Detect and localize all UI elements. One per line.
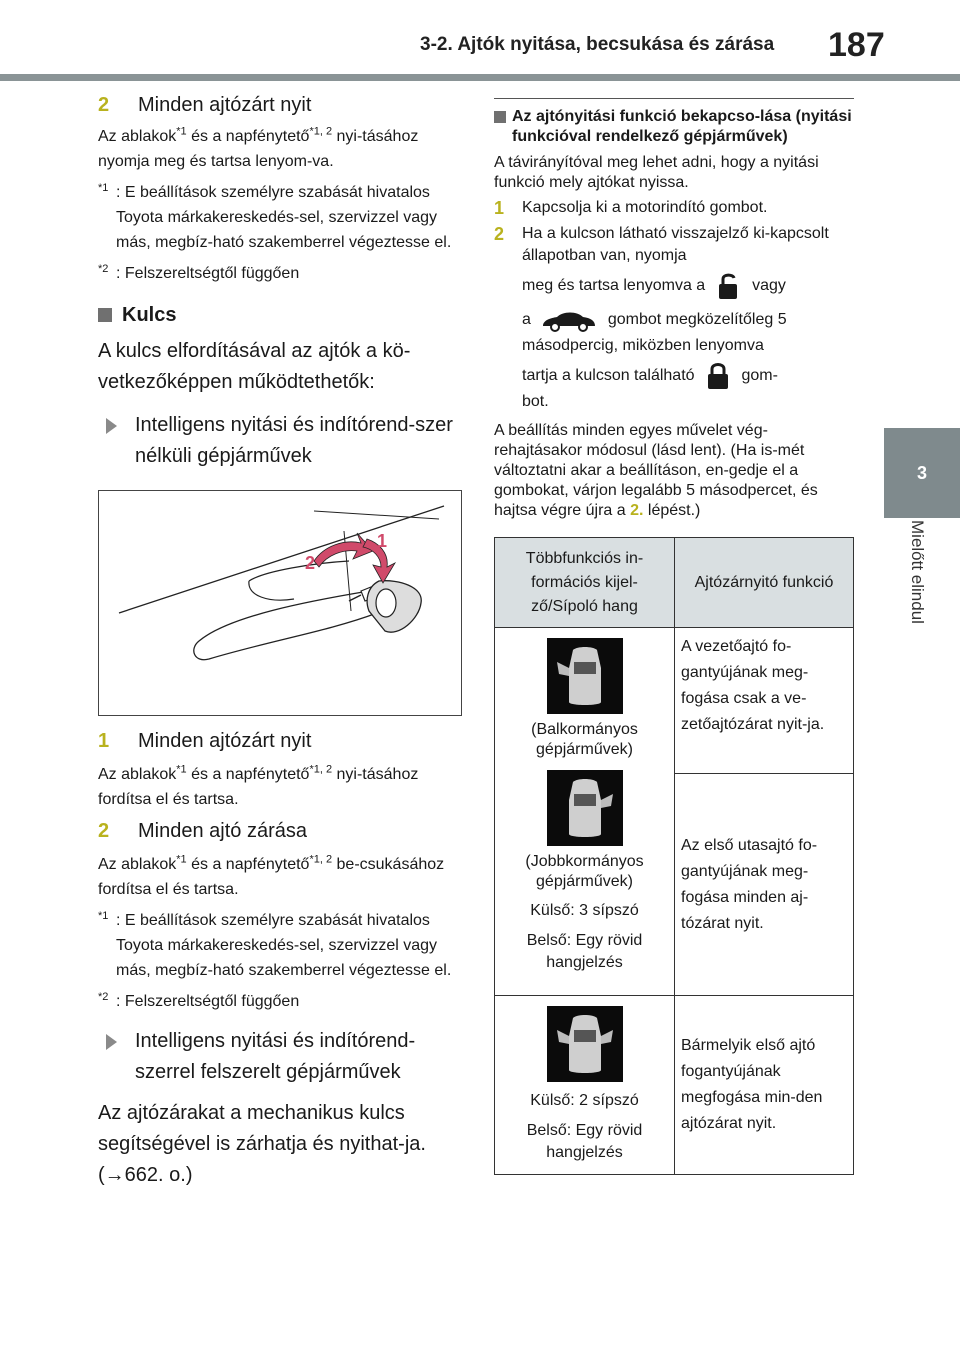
footnote-ref: *1, 2 bbox=[309, 125, 333, 138]
window-note-c bbox=[98, 852, 468, 902]
chapter-label: Mielőtt elindul bbox=[908, 520, 927, 624]
text: és a napfénytető bbox=[186, 128, 310, 145]
section-divider bbox=[494, 98, 854, 99]
step-2-unlock-all bbox=[98, 90, 468, 120]
lock-button-icon bbox=[705, 361, 731, 391]
intro-text: A távirányítóval meg lehet adni, hogy a nyitási funkció mely ajtókat nyissa. bbox=[494, 154, 819, 191]
step-number: 2 bbox=[494, 224, 505, 244]
caption-lhd: (Balkormányos gépjárművek) bbox=[531, 721, 638, 759]
right-step-2 bbox=[494, 223, 854, 413]
external-sound: Külső: 3 sípszó bbox=[530, 902, 639, 920]
window-note-a bbox=[98, 124, 468, 174]
step-line bbox=[522, 361, 854, 391]
chapter-tab[interactable] bbox=[884, 428, 960, 518]
kulcs-heading bbox=[98, 300, 468, 330]
text: és a napfénytető bbox=[186, 856, 310, 873]
table-cell-function: A vezetőajtó fo-gantyújának meg-fogása csak a ve-zetőajtózárat nyit-ja. bbox=[675, 628, 854, 774]
unlock-function-table bbox=[494, 537, 854, 1175]
heading-text: Az ajtónyitási funkció bekapcso-lása (nyitási funkcióval rendelkező gépjárművek) bbox=[512, 108, 852, 145]
footnote-2: $^{*2}$ : Felszereltségtől függően bbox=[98, 262, 300, 282]
footnote-text: : E beállítások személyre szabását hivatalos Toyota márkakereskedés-sel, szervizzel vagy más, megbíz-ható szakemberrel végeztesse el. bbox=[116, 184, 452, 251]
left-column bbox=[98, 86, 468, 1191]
table-cell-display bbox=[495, 628, 675, 996]
text: gombot megközelítőleg 5 bbox=[607, 311, 787, 329]
table-cell-function: Az első utasajtó fo-gantyújának meg-fogása minden aj-tózárat nyit. bbox=[675, 774, 854, 996]
step-reference: 2. bbox=[630, 502, 644, 520]
text: nyi-tásához nyomja meg és tartsa lenyom-va. bbox=[98, 128, 419, 170]
car-display-icon bbox=[547, 770, 623, 846]
text: lépést.) bbox=[647, 502, 701, 520]
heading-text: Kulcs bbox=[122, 304, 177, 326]
step-label: Minden ajtó zárása bbox=[138, 820, 307, 842]
footnote-ref: *1 bbox=[176, 763, 187, 776]
text: A beállítás minden egyes művelet vég-rehajtásakor módosul (lásd lent). (Ha is-mét változtatni akar a beállításon, en-gedje el a gombokat, várjon legalább 5 másodpercet, és hajtsa végre újra a bbox=[494, 422, 818, 520]
footnote-text: : Felszereltségtől függően bbox=[116, 265, 300, 282]
header-rule bbox=[0, 74, 960, 81]
step-line bbox=[522, 305, 854, 335]
footnote-3: $^{*1}$ : E beállítások személyre szabását hivatalos Toyota márkakereskedés-sel, szervizzel vagy más, megbíz-ható szakemberrel végeztesse el. bbox=[98, 909, 452, 979]
square-bullet-icon bbox=[98, 308, 112, 322]
section-title: 3-2. Ajtók nyitása, becsukása és zárása bbox=[420, 34, 775, 55]
internal-sound: Belső: Egy rövid hangjelzés bbox=[526, 1122, 643, 1162]
footnote-ref: *1, 2 bbox=[309, 763, 333, 776]
triangle-bullet-icon bbox=[106, 1034, 117, 1050]
text: gom- bbox=[741, 367, 778, 385]
table-row bbox=[495, 628, 854, 774]
step-number: 1 bbox=[494, 198, 505, 218]
footnote-text: : E beállítások személyre szabását hivatalos Toyota márkakereskedés-sel, szervizzel vagy más, megbíz-ható szakemberrel végeztesse el. bbox=[116, 912, 452, 979]
text: nyi-tásához fordítsa el és tartsa. bbox=[98, 766, 419, 808]
after-text bbox=[494, 421, 854, 521]
kulcs-text: A kulcs elfordításával az ajtók a kö-vetkezőképpen működtethetők: bbox=[98, 340, 411, 393]
footnote-text: : Felszereltségtől függően bbox=[116, 993, 300, 1010]
step-label: Minden ajtózárt nyit bbox=[138, 730, 312, 752]
text: Az ablakok bbox=[98, 766, 177, 783]
text: meg és tartsa lenyomva a bbox=[522, 277, 706, 295]
step-2-lock-all bbox=[98, 816, 468, 846]
footnote-ref: *1 bbox=[176, 125, 187, 138]
step-label: Minden ajtózárt nyit bbox=[138, 94, 312, 116]
external-sound: Külső: 2 sípszó bbox=[530, 1092, 639, 1110]
right-step-1 bbox=[494, 197, 854, 219]
figure-label-2: 2 bbox=[305, 553, 316, 573]
door-key-drawing bbox=[99, 491, 461, 715]
square-bullet-icon bbox=[494, 111, 506, 123]
caption-rhd: (Jobbkormányos gépjárművek) bbox=[525, 853, 644, 891]
step-line: másodpercig, miközben lenyomva bbox=[522, 337, 764, 355]
table-cell-display bbox=[495, 996, 675, 1175]
footnote-1: $^{*1}$ : E beállítások személyre szabását hivatalos Toyota márkakereskedés-sel, szervizzel vagy más, megbíz-ható szakemberrel végeztesse el. bbox=[98, 181, 452, 251]
step-text: Kapcsolja ki a motorindító gombot. bbox=[522, 199, 768, 216]
table-header: Ajtózárnyitó funkció bbox=[675, 538, 854, 628]
car-display-icon bbox=[547, 1006, 623, 1082]
step-text: Ha a kulcson látható visszajelző ki-kapcsolt állapotban van, nyomja bbox=[522, 225, 829, 264]
footnote-ref: *1, 2 bbox=[309, 853, 333, 866]
text: be-csukásához fordítsa el és tartsa. bbox=[98, 856, 445, 898]
footnote-4: $^{*2}$ : Felszereltségtől függően bbox=[98, 990, 300, 1010]
footnote-ref: *1 bbox=[176, 853, 187, 866]
bullet-text: Intelligens nyitási és indítórend-szer nélküli gépjárművek bbox=[135, 414, 453, 467]
internal-sound: Belső: Egy rövid hangjelzés bbox=[526, 932, 643, 972]
step-line: bot. bbox=[522, 393, 549, 411]
unlock-function-heading bbox=[494, 107, 854, 147]
step-line bbox=[522, 271, 854, 301]
window-note-b bbox=[98, 762, 468, 812]
table-cell-function: Bármelyik első ajtó fogantyújának megfogása min-den ajtózárat nyit. bbox=[675, 996, 854, 1175]
text: Az ablakok bbox=[98, 128, 177, 145]
text: a bbox=[522, 311, 531, 329]
car-display-icon bbox=[547, 638, 623, 714]
text: vagy bbox=[752, 277, 786, 295]
page-number: 187 bbox=[828, 26, 885, 64]
unlock-button-icon bbox=[716, 271, 742, 301]
car-button-icon bbox=[541, 308, 597, 332]
text: Az ablakok bbox=[98, 856, 177, 873]
text: tartja a kulcson található bbox=[522, 367, 695, 385]
bullet-without-smart-entry bbox=[98, 410, 468, 472]
mechanical-key-text: Az ajtózárakat a mechanikus kulcs segítségével is zárhatja és nyithat-ja. (→662. o.) bbox=[98, 1102, 426, 1186]
figure-label-1: 1 bbox=[377, 531, 388, 551]
step-number: 2 bbox=[98, 94, 110, 116]
text: és a napfénytető bbox=[186, 766, 310, 783]
key-door-illustration bbox=[98, 490, 462, 716]
table-row bbox=[495, 996, 854, 1175]
table-header: Többfunkciós in-formációs kijel-ző/Sípoló hang bbox=[495, 538, 675, 628]
triangle-bullet-icon bbox=[106, 418, 117, 434]
step-number: 1 bbox=[98, 730, 110, 752]
chapter-number: 3 bbox=[916, 462, 927, 483]
bullet-text: Intelligens nyitási és indítórend-szerrel felszerelt gépjárművek bbox=[135, 1030, 416, 1083]
bullet-with-smart-entry bbox=[98, 1026, 468, 1088]
step-number: 2 bbox=[98, 820, 110, 842]
right-column bbox=[494, 98, 854, 1175]
step-1-unlock-all bbox=[98, 726, 468, 756]
